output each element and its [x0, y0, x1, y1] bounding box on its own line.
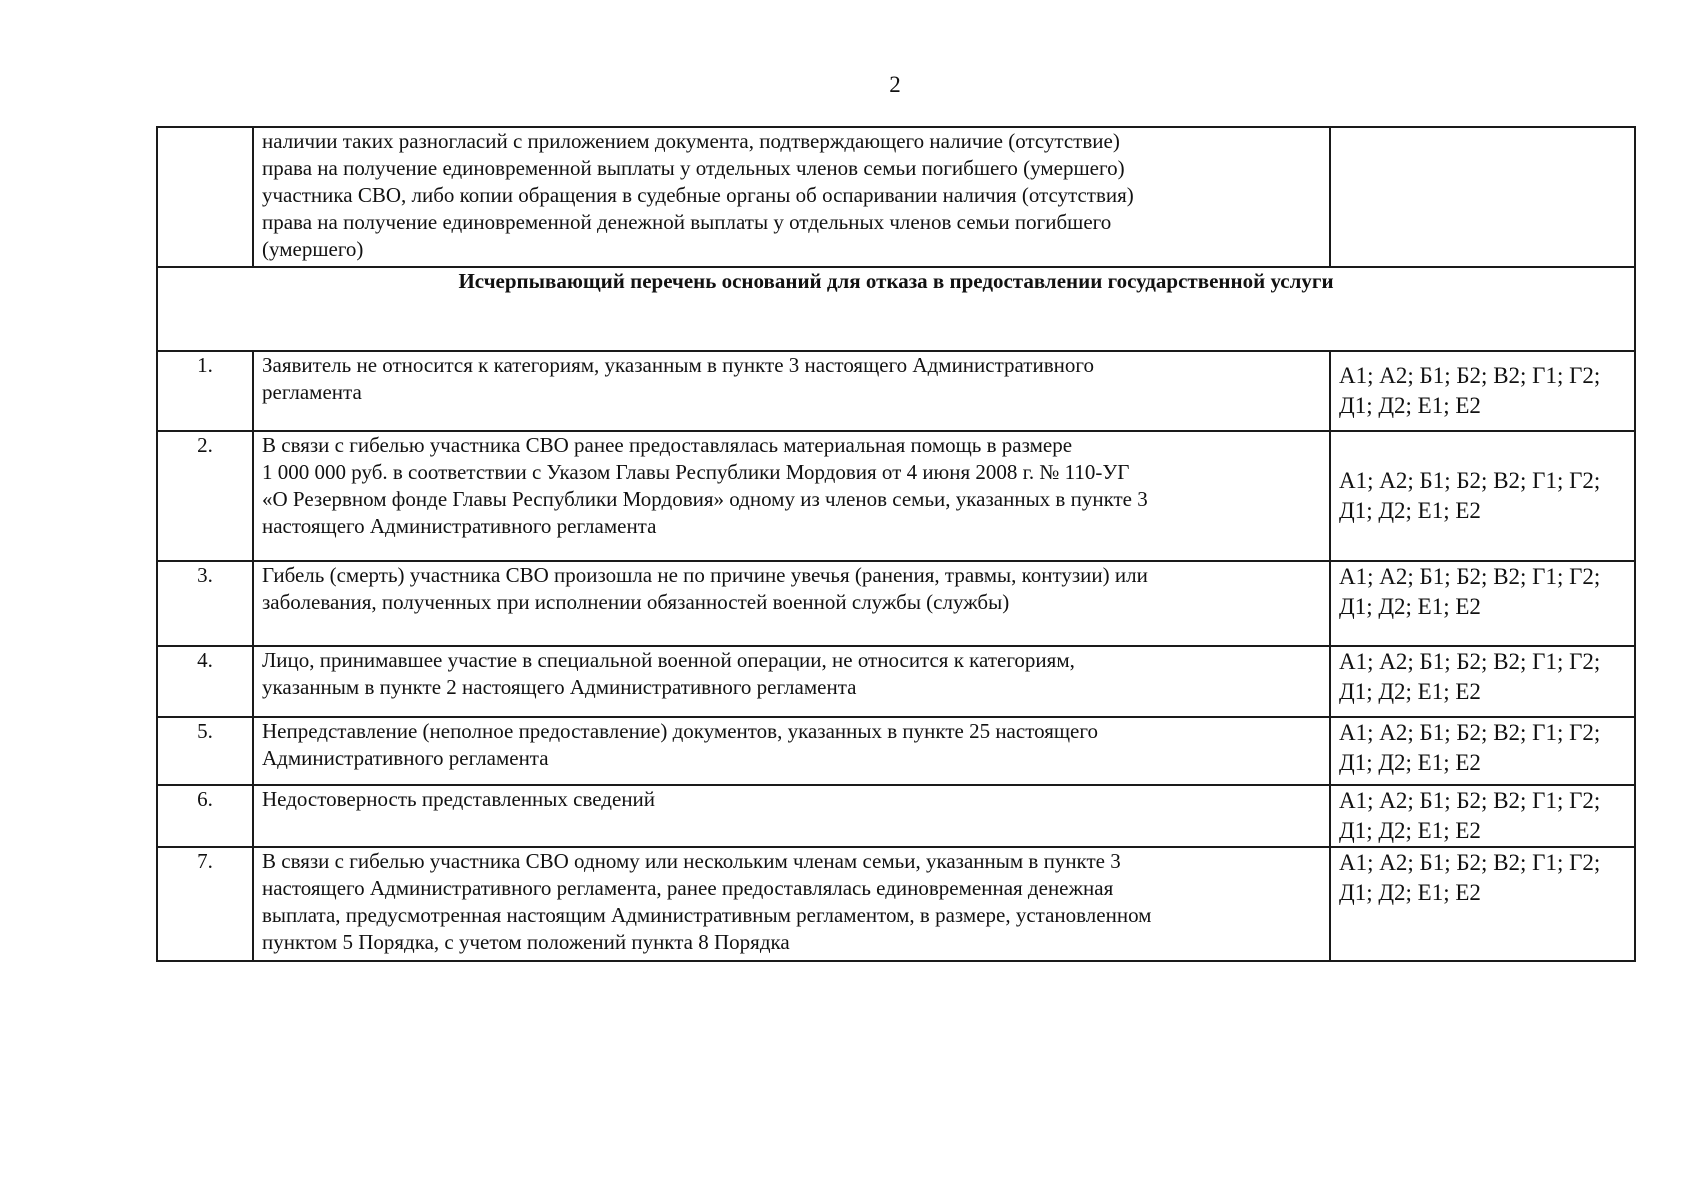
row-text: В связи с гибелью участника СВО одному или нескольким членам семьи, указанным в пункте 3 настоящего Административного регламента, ранее предоставлялась единовременная денежная выплата, предусмотренная настоящим Административным регламентом, в размере, установленном пунктом 5 Порядка, с учетом положений пункта 8 Порядка: [253, 847, 1330, 961]
continuation-row: [157, 127, 1635, 267]
section-heading-row: [157, 267, 1635, 351]
row-text: Недостоверность представленных сведений: [253, 785, 1330, 847]
table-row: [157, 646, 1635, 717]
row-codes: А1; А2; Б1; Б2; В2; Г1; Г2; Д1; Д2; Е1; Е2: [1330, 431, 1635, 561]
table-row: [157, 351, 1635, 431]
row-codes: А1; А2; Б1; Б2; В2; Г1; Г2; Д1; Д2; Е1; Е2: [1330, 351, 1635, 431]
row-codes: А1; А2; Б1; Б2; В2; Г1; Г2; Д1; Д2; Е1; Е2: [1330, 646, 1635, 717]
row-number: 2.: [157, 431, 253, 561]
row-number: 7.: [157, 847, 253, 961]
continuation-text: наличии таких разногласий с приложением документа, подтверждающего наличие (отсутствие) права на получение единовременной выплаты у отдельных членов семьи погибшего (умершего) участника СВО, либо копии обращения в судебные органы об оспаривании наличия (отсутствия) права на получение единовременной денежной выплаты у отдельных членов семьи погибшего (умершего): [253, 127, 1330, 267]
row-text: Непредставление (неполное предоставление) документов, указанных в пункте 25 настоящего Административного регламента: [253, 717, 1330, 785]
page-number: 2: [889, 72, 901, 97]
row-text: В связи с гибелью участника СВО ранее предоставлялась материальная помощь в размере 1 000 000 руб. в соответствии с Указом Главы Республики Мордовия от 4 июня 2008 г. № 110-УГ «О Резервном фонде Главы Республики Мордовия» одному из членов семьи, указанных в пункте 3 настоящего Административного регламента: [253, 431, 1330, 561]
section-heading: Исчерпывающий перечень оснований для отказа в предоставлении государственной услуги: [157, 267, 1635, 351]
row-text: Гибель (смерть) участника СВО произошла не по причине увечья (ранения, травмы, контузии) или заболевания, полученных при исполнении обязанностей военной службы (службы): [253, 561, 1330, 646]
table-row: [157, 717, 1635, 785]
table-row: [157, 847, 1635, 961]
row-number-cell: [157, 127, 253, 267]
codes-cell: [1330, 127, 1635, 267]
row-number: 6.: [157, 785, 253, 847]
row-number: 4.: [157, 646, 253, 717]
row-number: 3.: [157, 561, 253, 646]
row-codes: А1; А2; Б1; Б2; В2; Г1; Г2; Д1; Д2; Е1; Е2: [1330, 785, 1635, 847]
row-number: 1.: [157, 351, 253, 431]
row-number: 5.: [157, 717, 253, 785]
table-row: [157, 431, 1635, 561]
row-codes: А1; А2; Б1; Б2; В2; Г1; Г2; Д1; Д2; Е1; Е2: [1330, 717, 1635, 785]
row-text: Заявитель не относится к категориям, указанным в пункте 3 настоящего Административного регламента: [253, 351, 1330, 431]
row-codes: А1; А2; Б1; Б2; В2; Г1; Г2; Д1; Д2; Е1; Е2: [1330, 561, 1635, 646]
table-row: [157, 561, 1635, 646]
row-text: Лицо, принимавшее участие в специальной военной операции, не относится к категориям, указанным в пункте 2 настоящего Административного регламента: [253, 646, 1330, 717]
row-codes: А1; А2; Б1; Б2; В2; Г1; Г2; Д1; Д2; Е1; Е2: [1330, 847, 1635, 961]
grounds-table: [156, 126, 1636, 962]
table-row: [157, 785, 1635, 847]
